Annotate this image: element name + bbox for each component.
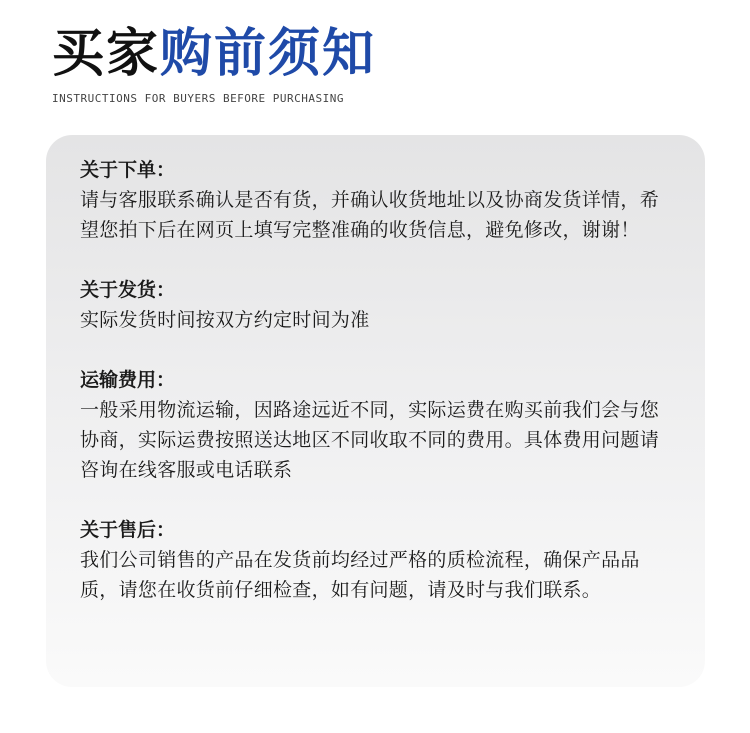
title-part-blue: 购前须知 xyxy=(160,24,377,84)
section-body: 请与客服联系确认是否有货，并确认收货地址以及协商发货详情，希望您拍下后在网页上填写完整准确的收货信息，避免修改，谢谢！ xyxy=(80,189,660,241)
page-subtitle: INSTRUCTIONS FOR BUYERS BEFORE PURCHASING xyxy=(52,92,345,105)
section-shipping xyxy=(80,275,675,335)
section-heading: 关于发货： xyxy=(80,279,176,301)
page-title xyxy=(52,20,712,88)
section-heading: 运输费用： xyxy=(80,369,176,391)
section-body: 我们公司销售的产品在发货前均经过严格的质检流程，确保产品品质，请您在收货前仔细检查，如有问题，请及时与我们联系。 xyxy=(80,549,640,601)
section-heading: 关于售后： xyxy=(80,519,176,541)
section-freight xyxy=(80,365,675,485)
section-heading: 关于下单： xyxy=(80,159,176,181)
title-part-black: 买家 xyxy=(52,24,161,84)
section-ordering xyxy=(80,155,675,245)
section-body: 实际发货时间按双方约定时间为准 xyxy=(80,309,370,331)
page-header xyxy=(52,20,712,105)
section-body: 一般采用物流运输，因路途远近不同，实际运费在购买前我们会与您协商，实际运费按照送达地区不同收取不同的费用。具体费用问题请咨询在线客服或电话联系 xyxy=(80,399,660,481)
notice-panel xyxy=(46,135,705,687)
section-after-sales xyxy=(80,515,675,605)
